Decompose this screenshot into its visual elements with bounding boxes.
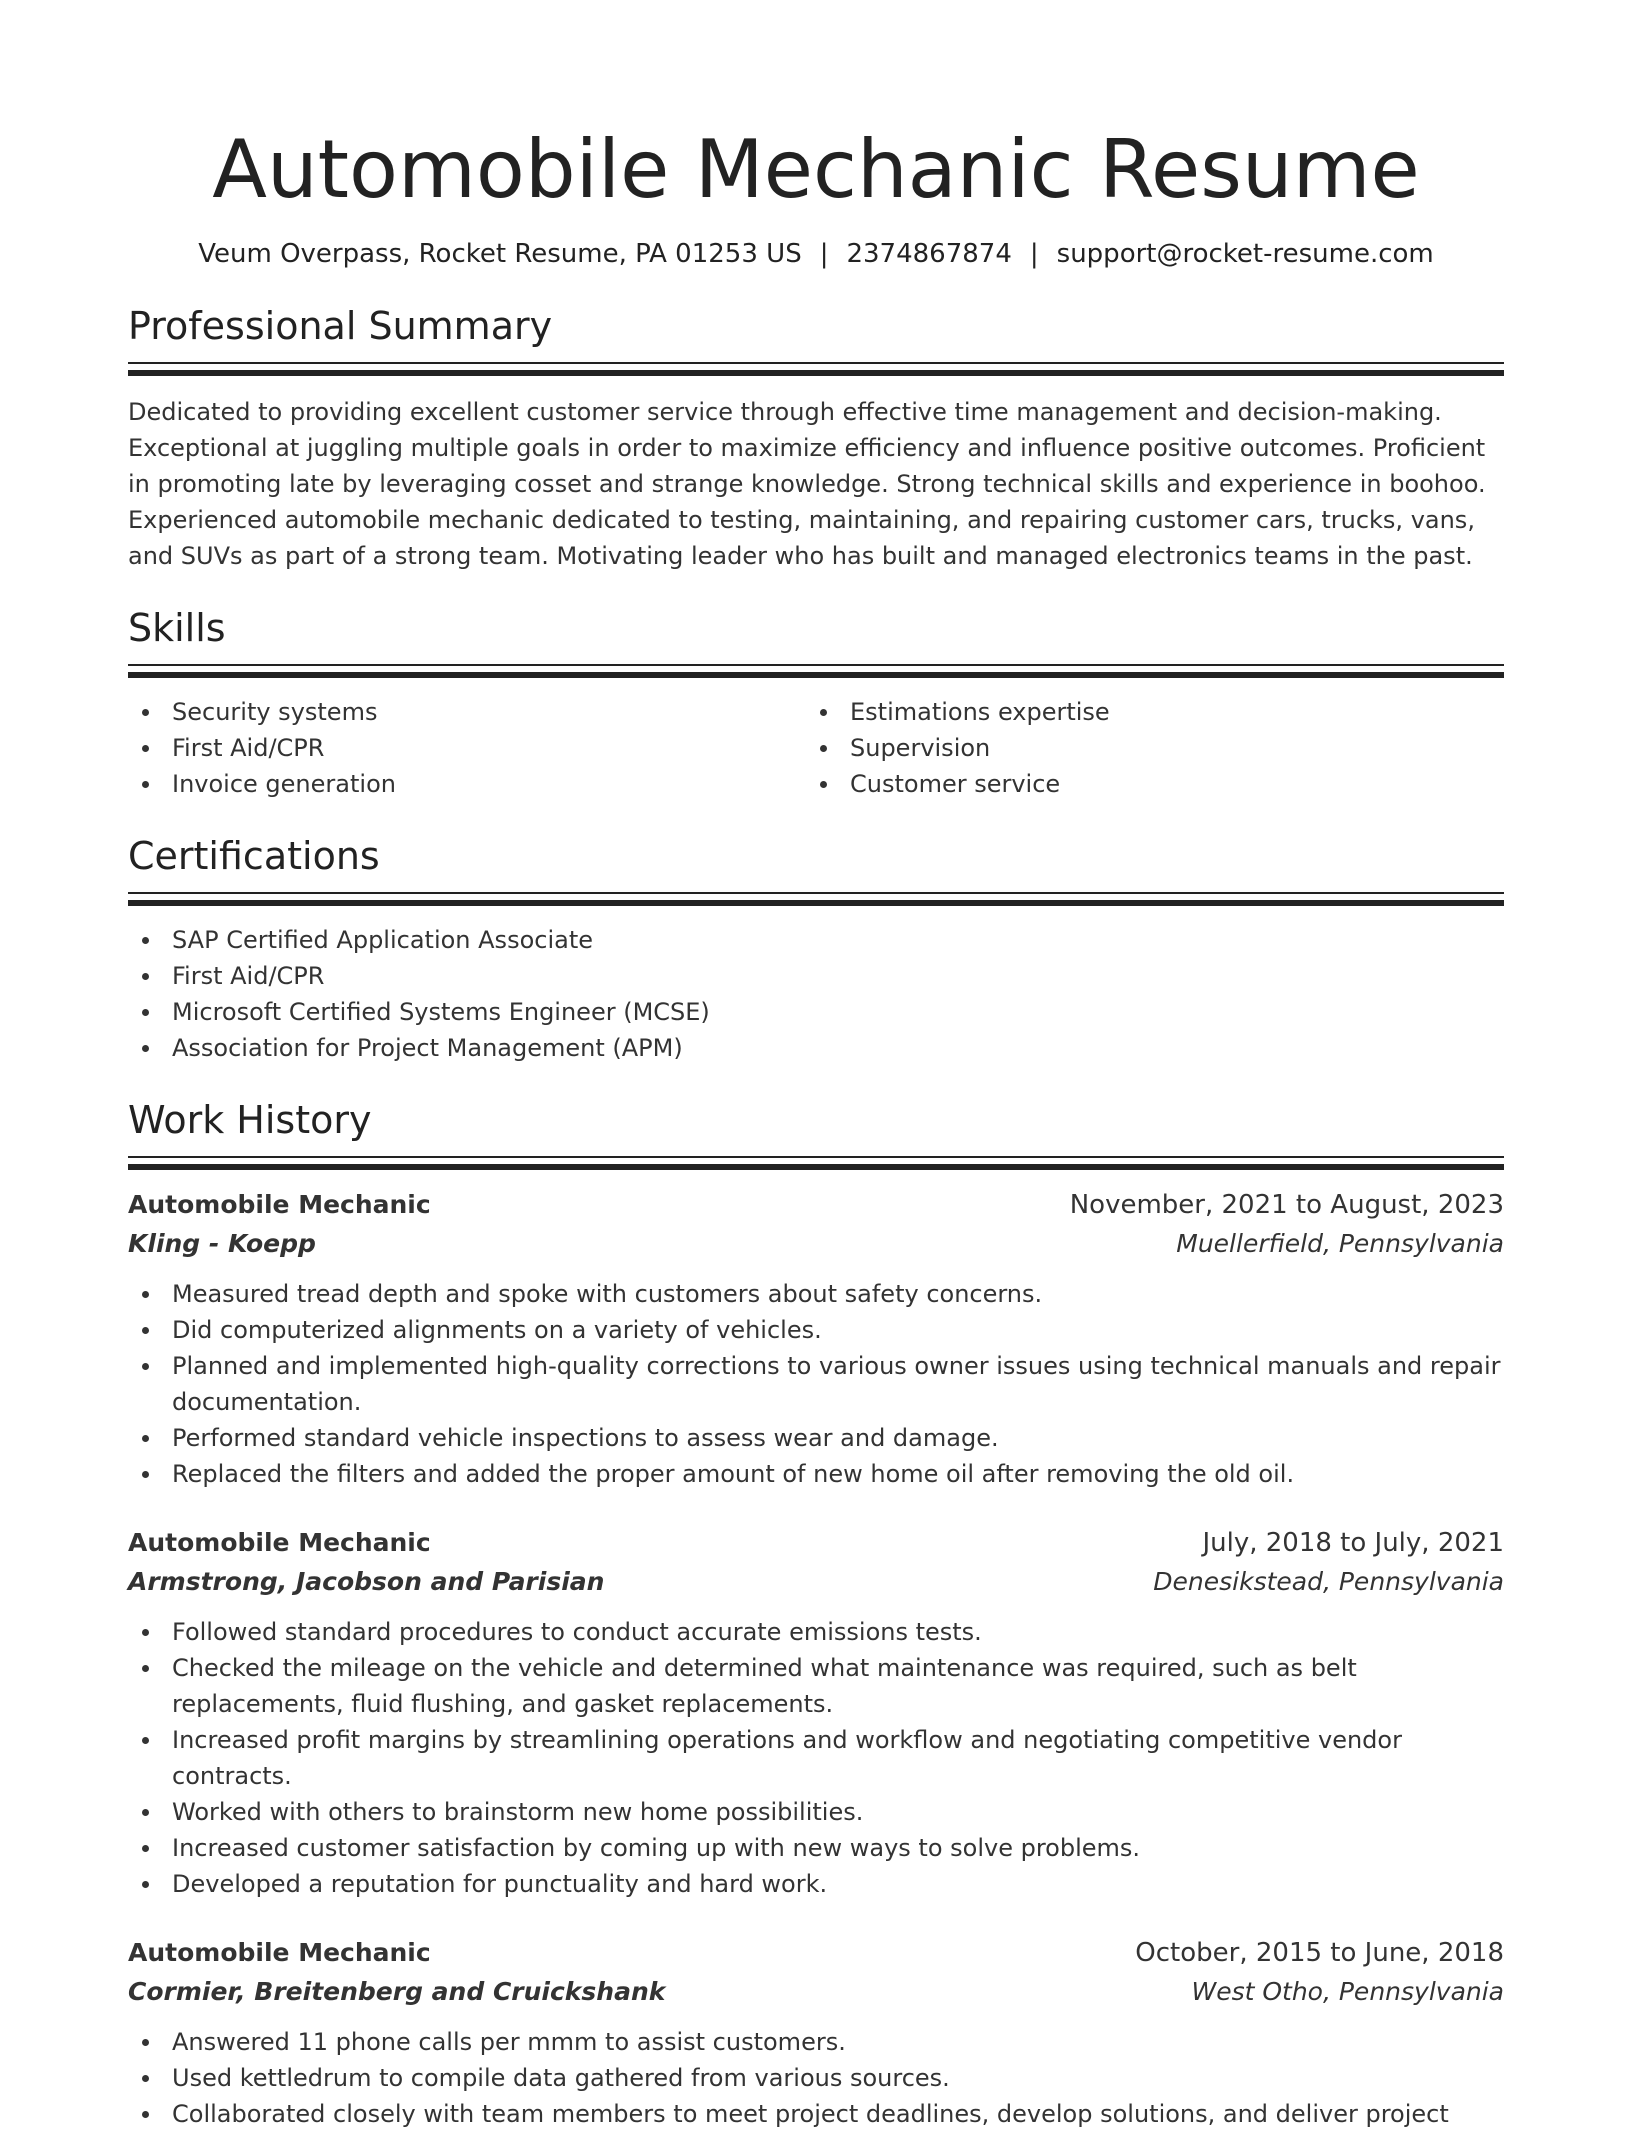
work-history-section — [128, 1096, 1504, 2132]
job-bullet: Planned and implemented high-quality corrections to various owner issues using technical manuals and repair documentation. — [128, 1348, 1504, 1420]
job-bullet-list — [128, 2024, 1504, 2132]
certification-item: Association for Project Management (APM) — [128, 1030, 1504, 1066]
job-bullet: Replaced the filters and added the proper amount of new home oil after removing the old oil. — [128, 1456, 1504, 1492]
job-bullet: Worked with others to brainstorm new home possibilities. — [128, 1794, 1504, 1830]
skills-left-list — [128, 694, 806, 802]
job-dates: November, 2021 to August, 2023 — [1069, 1190, 1504, 1220]
summary-heading: Professional Summary — [128, 304, 553, 348]
job-company: Armstrong, Jacobson and Parisian — [128, 1567, 605, 1596]
job-bullet: Increased customer satisfaction by coming up with new ways to solve problems. — [128, 1830, 1504, 1866]
certification-item: SAP Certified Application Associate — [128, 922, 1504, 958]
job-bullet-list — [128, 1276, 1504, 1492]
job-location: Muellerfield, Pennsylvania — [1176, 1229, 1504, 1258]
job-bullet: Answered 11 phone calls per mmm to assist customers. — [128, 2024, 1504, 2060]
contact-separator: | — [819, 239, 829, 269]
skills-right-list — [806, 694, 1484, 802]
summary-section — [128, 302, 1504, 574]
section-divider — [128, 900, 1504, 906]
job-bullet: Used kettledrum to compile data gathered from various sources. — [128, 2060, 1504, 2096]
job-title: Automobile Mechanic — [128, 1528, 431, 1557]
job-location: West Otho, Pennsylvania — [1191, 1977, 1504, 2006]
summary-text: Dedicated to providing excellent customer service through effective time management and decision-making. Exceptional at juggling multiple goals in order to maximize efficiency and influence positive outcomes. Proficient in promoting late by leveraging cosset and strange knowledge. Strong technical skills and experience in boohoo. Experienced automobile mechanic dedicated to testing, maintaining, and repairing customer cars, trucks, vans, and SUVs as part of a strong team. Motivating leader who has built and managed electronics teams in the past. — [128, 398, 1486, 570]
job-dates: July, 2018 to July, 2021 — [1202, 1528, 1504, 1558]
job-location: Denesikstead, Pennsylvania — [1153, 1567, 1504, 1596]
job-bullet: Collaborated closely with team members to meet project deadlines, develop solutions, and deliver project — [128, 2096, 1504, 2132]
work-history-heading: Work History — [128, 1098, 372, 1142]
job-bullet: Checked the mileage on the vehicle and determined what maintenance was required, such as belt replacements, fluid flushing, and gasket replacements. — [128, 1650, 1504, 1722]
contact-email: support@rocket-resume.com — [1056, 239, 1434, 269]
skill-item: Customer service — [806, 766, 1484, 802]
section-divider — [128, 370, 1504, 376]
job-bullet: Measured tread depth and spoke with customers about safety concerns. — [128, 1276, 1504, 1312]
section-divider — [128, 1164, 1504, 1170]
skill-item: Estimations expertise — [806, 694, 1484, 730]
job-title: Automobile Mechanic — [128, 1190, 431, 1219]
contact-address: Veum Overpass, Rocket Resume, PA 01253 US — [198, 239, 802, 269]
job-bullet: Followed standard procedures to conduct accurate emissions tests. — [128, 1614, 1504, 1650]
certification-item: Microsoft Certified Systems Engineer (MCSE) — [128, 994, 1504, 1030]
job-bullet: Developed a reputation for punctuality and hard work. — [128, 1866, 1504, 1902]
skills-heading: Skills — [128, 606, 226, 650]
job-company: Cormier, Breitenberg and Cruickshank — [128, 1977, 666, 2006]
job-title: Automobile Mechanic — [128, 1938, 431, 1967]
job-dates: October, 2015 to June, 2018 — [1135, 1938, 1504, 1968]
contact-phone: 2374867874 — [846, 239, 1012, 269]
certifications-section — [128, 832, 1504, 1066]
job-bullet: Performed standard vehicle inspections to assess wear and damage. — [128, 1420, 1504, 1456]
section-divider — [128, 664, 1504, 666]
job-bullet: Increased profit margins by streamlining operations and workflow and negotiating competitive vendor contracts. — [128, 1722, 1504, 1794]
certifications-heading: Certifications — [128, 834, 380, 878]
resume-title: Automobile Mechanic Resume — [212, 123, 1420, 216]
section-divider — [128, 1156, 1504, 1158]
skills-section — [128, 604, 1504, 802]
certification-item: First Aid/CPR — [128, 958, 1504, 994]
job-entry — [128, 1524, 1504, 1902]
skill-item: Security systems — [128, 694, 806, 730]
section-divider — [128, 362, 1504, 364]
resume-page — [128, 0, 1504, 2132]
job-company: Kling - Koepp — [128, 1229, 316, 1258]
contact-line — [128, 236, 1504, 272]
section-divider — [128, 892, 1504, 894]
skills-columns — [128, 694, 1504, 802]
job-entry — [128, 1934, 1504, 2132]
section-divider — [128, 672, 1504, 678]
job-bullet-list — [128, 1614, 1504, 1902]
job-entry — [128, 1186, 1504, 1492]
contact-separator: | — [1029, 239, 1039, 269]
job-bullet: Did computerized alignments on a variety of vehicles. — [128, 1312, 1504, 1348]
certifications-list — [128, 922, 1504, 1066]
skill-item: Invoice generation — [128, 766, 806, 802]
skill-item: Supervision — [806, 730, 1484, 766]
skill-item: First Aid/CPR — [128, 730, 806, 766]
